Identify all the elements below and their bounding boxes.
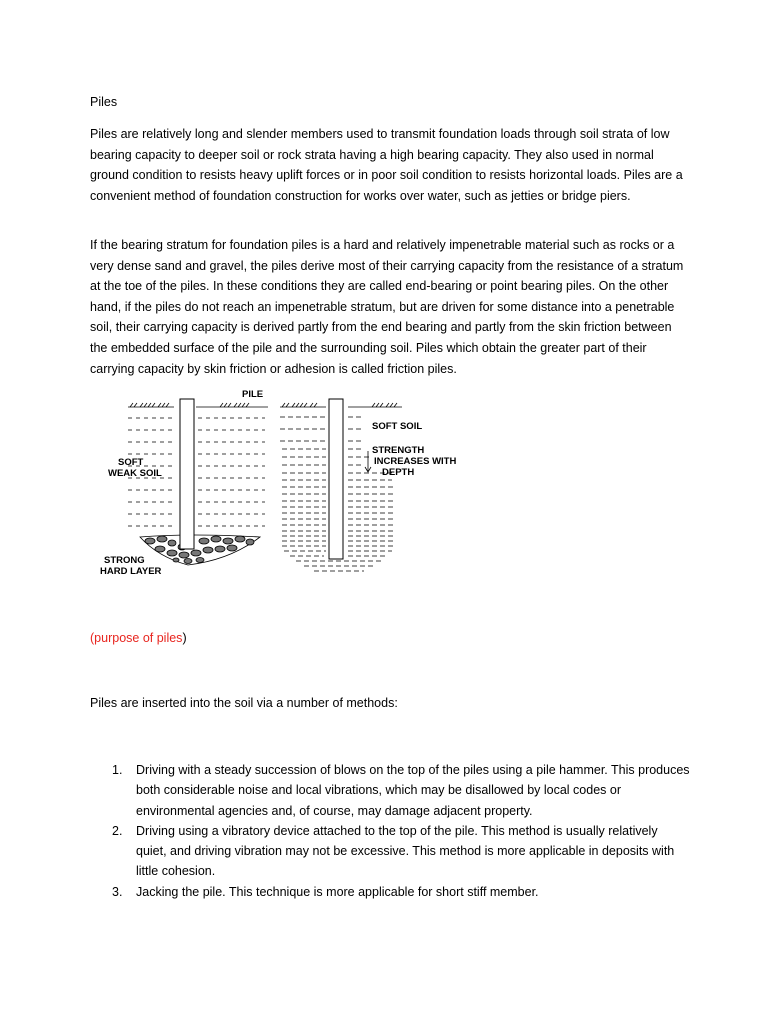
list-item-number: 1. <box>112 763 123 777</box>
strength-label-line2: INCREASES WITH <box>374 456 457 467</box>
hard-layer-label-line2: HARD LAYER <box>100 566 162 577</box>
list-item-text: Jacking the pile. This technique is more applicable for short stiff member. <box>136 884 539 899</box>
friction-pile-diagram <box>280 399 456 571</box>
list-item-text: Driving with a steady succession of blows on the top of the piles using a pile hammer. This produces both considerable noise and local vibrations, which may be disallowed by local codes or environmental agencies and, of course, may damage adjacent property. <box>136 763 690 818</box>
hard-layer-stones <box>140 535 260 565</box>
strength-label-line3: DEPTH <box>382 467 415 478</box>
list-item <box>90 821 690 882</box>
purpose-open-paren: ( <box>90 631 95 645</box>
strength-arrow <box>365 451 371 472</box>
paragraph-definition: Piles are relatively long and slender members used to transmit foundation loads through soil strata of low bearing capacity to deeper soil or rock strata having a high bearing capacity. They also used in normal ground condition to resists heavy uplift forces or in poor soil condition to resists horizontal loads. Piles are a convenient method of foundation construction for works over water, such as jetties or bridge piers. <box>90 127 683 203</box>
ground-hatch-left <box>128 403 268 407</box>
list-item-number: 3. <box>112 884 123 899</box>
purpose-note <box>90 630 187 646</box>
list-item <box>90 760 690 821</box>
purpose-close-paren: ) <box>182 631 187 645</box>
hard-layer-label-line1: STRONG <box>104 555 145 566</box>
list-item-text: Driving using a vibratory device attached to the top of the pile. This method is usually relatively quiet, and driving vibration may not be excessive. This method is more applicable in deposits with little cohesion. <box>136 823 675 879</box>
methods-intro: Piles are inserted into the soil via a number of methods: <box>90 696 398 710</box>
pile-diagram <box>100 385 480 585</box>
pile-label: PILE <box>242 389 264 400</box>
strength-label-line1: STRENGTH <box>372 445 425 456</box>
soft-soil-label-line1: SOFT <box>118 457 144 468</box>
paragraph-bearing-types: If the bearing stratum for foundation piles is a hard and relatively impenetrable material such as rocks or a very dense sand and gravel, the piles derive most of their carrying capacity from the resistance of a stratum at the toe of the piles. In these conditions they are called end-bearing or point bearing piles. On the other hand, if the piles do not reach an impenetrable stratum, but are driven for some distance into a penetrable soil, their carrying capacity is derived partly from the end bearing and partly from the skin friction between the embedded surface of the pile and the surrounding soil. Piles which obtain the greater part of their carrying capacity by skin friction or adhesion is called friction piles. <box>90 238 684 376</box>
list-item <box>90 882 690 902</box>
purpose-link-text: purpose of piles <box>94 631 183 645</box>
soft-soil-label: SOFT SOIL <box>372 421 423 432</box>
page-title: Piles <box>90 95 118 109</box>
end-bearing-pile-diagram <box>100 389 268 577</box>
friction-pile-shaft <box>329 399 343 559</box>
soft-soil-label-line2: WEAK SOIL <box>108 468 162 479</box>
methods-list <box>90 760 690 902</box>
list-item-number: 2. <box>112 823 123 838</box>
end-bearing-pile-shaft <box>180 399 194 549</box>
